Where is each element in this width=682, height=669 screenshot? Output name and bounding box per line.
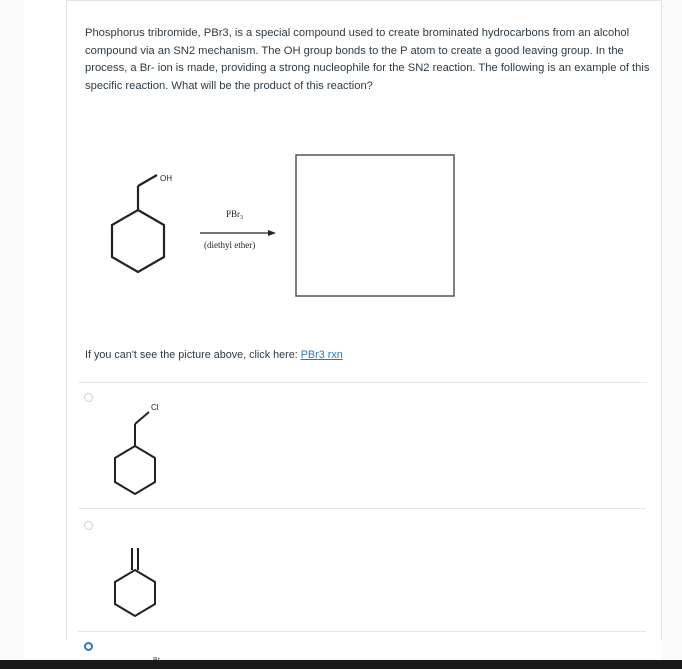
reactant-ring [112,210,164,272]
divider-2 [78,508,646,509]
hint-label: If you can't see the picture above, click here: [85,349,301,361]
reactant-structure [112,175,164,272]
option-2-ring [115,570,155,616]
option-1-radio[interactable] [84,393,93,402]
divider-3 [78,631,646,632]
option-1-ring [115,446,155,494]
option-2-structure[interactable] [115,548,155,616]
option-1-cl-label: Cl [151,403,159,412]
reagent-label: PBr$_3$ [226,209,244,221]
option-2-radio[interactable] [84,521,93,530]
question-text: Phosphorus tribromide, PBr3, is a special compound used to create brominated hydrocarbons from an alcohol compound via an SN2 mechanism. The OH group bonds to the P atom to create a good leaving group. In the process, a Br- ion is made, providing a strong nucleophile for the SN2 reaction. The following is an example of this specific reaction. What will be the product of this reaction? [85,27,650,92]
solvent-label: (diethyl ether) [204,240,256,250]
reactant-bond-2 [138,175,157,186]
option-1-bond-2 [135,412,149,424]
hint-text [85,349,343,361]
divider-1 [78,382,646,383]
bottom-bar [0,660,682,669]
pbr3-rxn-link[interactable]: PBr3 rxn [300,349,343,361]
reactant-oh-label: OH [160,174,172,183]
product-box [296,155,454,296]
option-3-radio[interactable] [84,642,93,651]
reaction-arrow-head [268,230,276,236]
option-1-structure[interactable] [115,412,155,494]
